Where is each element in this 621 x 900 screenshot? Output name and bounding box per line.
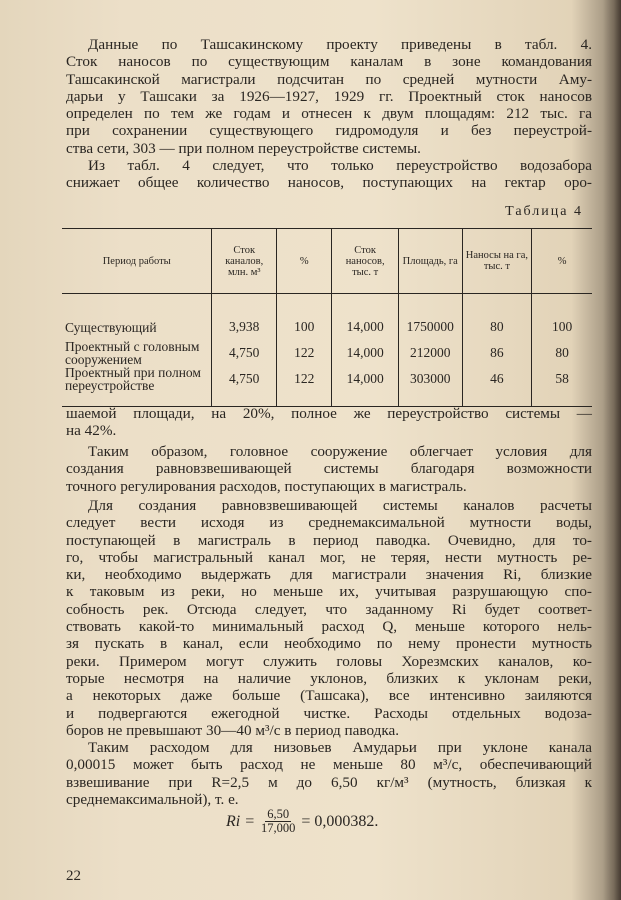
text-line: ства сети, 303 — при полном переустройстве системы. [66, 139, 421, 157]
paragraph-5 [66, 497, 592, 739]
cell-pct1: 100 [277, 294, 332, 341]
cell-runoff: 4,750 [212, 366, 277, 407]
text-line: боров не превышают 30—40 м³/с в период паводка. [66, 721, 400, 739]
text-line: на 42%. [66, 422, 117, 440]
formula-fraction [259, 808, 297, 835]
cell-pct1: 122 [277, 340, 332, 366]
text-line: зя пускать в канал, если необходимо по нему пронести мутность [66, 635, 592, 653]
text-line: точного регулирования расходов, поступающих в магистраль. [66, 477, 467, 495]
table-caption: Таблица 4 [505, 204, 583, 219]
page-number: 22 [66, 868, 81, 884]
text-line: собность рек. Отсюда следует, что заданному Ri будет соответ- [66, 600, 592, 618]
text-line: реки. Примером могут служить головы Хорезмских каналов, ко- [66, 652, 592, 670]
table-row [62, 294, 592, 341]
cell-period: Существующий [65, 319, 157, 335]
text-line: 0,00015 может быть расход не меньше 80 м³/с, обеспечивающий [66, 756, 592, 774]
text-line: Сток наносов по существующим каналам в зоне командования [66, 53, 592, 71]
formula-ri [226, 808, 378, 835]
col-header-pct2: % [532, 229, 592, 294]
table-4 [62, 228, 592, 407]
text-line: Для создания равновзвешивающей системы каналов расчеты [88, 497, 592, 514]
cell-area: 1750000 [398, 294, 462, 341]
text-line: торые несмотря на наличие уклонов, близких к уклонам реки, [66, 669, 592, 687]
formula-rhs: = 0,000382. [301, 812, 379, 830]
text-line: Таким расходом для низовьев Амударьи при уклоне канала [88, 739, 592, 756]
formula-numerator: 6,50 [267, 807, 290, 821]
col-header-period: Период работы [62, 229, 212, 294]
cell-pct2: 80 [532, 340, 592, 366]
text-line: Данные по Ташсакинскому проекту приведены в табл. 4. [88, 36, 592, 53]
text-line: взвешивание при R=2,5 м до 6,50 кг/м³ (мутность, близкая к [66, 773, 592, 791]
col-header-sediment: Сток наносов, тыс. т [332, 229, 398, 294]
cell-per-ha: 46 [462, 366, 532, 407]
cell-runoff: 3,938 [212, 294, 277, 341]
text-line: следует вести исходя из среднемаксимальной мутности воды, [66, 514, 592, 532]
text-line: а некоторых даже больше (Ташсака), все интенсивно заиляются [66, 687, 592, 705]
paragraph-3 [66, 405, 592, 440]
cell-per-ha: 86 [462, 340, 532, 366]
text-line: шаемой площади, на 20%, полное же переустройство системы — [66, 405, 592, 422]
cell-pct1: 122 [277, 366, 332, 407]
cell-sediment: 14,000 [332, 366, 398, 407]
col-header-area: Площадь, га [398, 229, 462, 294]
text-line: определен по тем же годам и отнесен к двум площадям: 212 тыс. га [66, 105, 592, 123]
cell-area: 212000 [398, 340, 462, 366]
formula-lhs: Ri = [226, 812, 256, 830]
book-spine-shadow [603, 0, 621, 900]
text-line: Из табл. 4 следует, что только переустройство водозабора [88, 157, 592, 174]
col-header-runoff: Сток каналов, млн. м³ [212, 229, 277, 294]
text-line: ствовать какой-то минимальный расход Q, меньше которого нель- [66, 618, 592, 636]
text-line: к таковым из реки, но меньше их, учитывая разрушающую спо- [66, 583, 592, 601]
table-row [62, 366, 592, 407]
col-header-per-ha: Наносы на га, тыс. т [462, 229, 532, 294]
cell-sediment: 14,000 [332, 294, 398, 341]
cell-sediment: 14,000 [332, 340, 398, 366]
table-row [62, 340, 592, 366]
paragraph-4 [66, 443, 592, 495]
cell-runoff: 4,750 [212, 340, 277, 366]
cell-per-ha: 80 [462, 294, 532, 341]
cell-pct2: 58 [532, 366, 592, 407]
text-line: поступающей в магистраль в период паводка. Очевидно, для то- [66, 531, 592, 549]
text-line: Ташсакинской магистрали подсчитан по средней мутности Аму- [66, 70, 592, 88]
text-line: Таким образом, головное сооружение облегчает условия для [88, 443, 592, 460]
text-line: и подвергаются ежегодной чистке. Расходы отдельных водоза- [66, 704, 592, 722]
text-line: дарьи у Ташсаки за 1926—1927, 1929 гг. Проектный сток наносов [66, 87, 592, 105]
cell-period: Проектный с головным сооружением [65, 339, 200, 367]
cell-pct2: 100 [532, 294, 592, 341]
paragraph-6 [66, 739, 592, 808]
formula-denominator: 17,000 [261, 821, 296, 835]
paragraph-2 [66, 157, 592, 192]
text-line: создания равновзвешивающей системы благодаря возможности [66, 460, 592, 478]
text-line: го, чтобы магистральный канал мог, не теряя, нести мутность ре- [66, 548, 592, 566]
text-line: ки, необходимо выдержать для магистрали значения Ri, близкие [66, 566, 592, 584]
cell-period: Проектный при полном переустройстве [62, 366, 212, 407]
text-line: среднемаксимальной), т. е. [66, 790, 239, 808]
paragraph-1 [66, 36, 592, 157]
text-line: при сохранении существующего гидромодуля и без переустрой- [66, 122, 592, 140]
text-line: снижает общее количество наносов, поступающих на гектар оро- [66, 174, 592, 192]
cell-area: 303000 [398, 366, 462, 407]
col-header-pct1: % [277, 229, 332, 294]
